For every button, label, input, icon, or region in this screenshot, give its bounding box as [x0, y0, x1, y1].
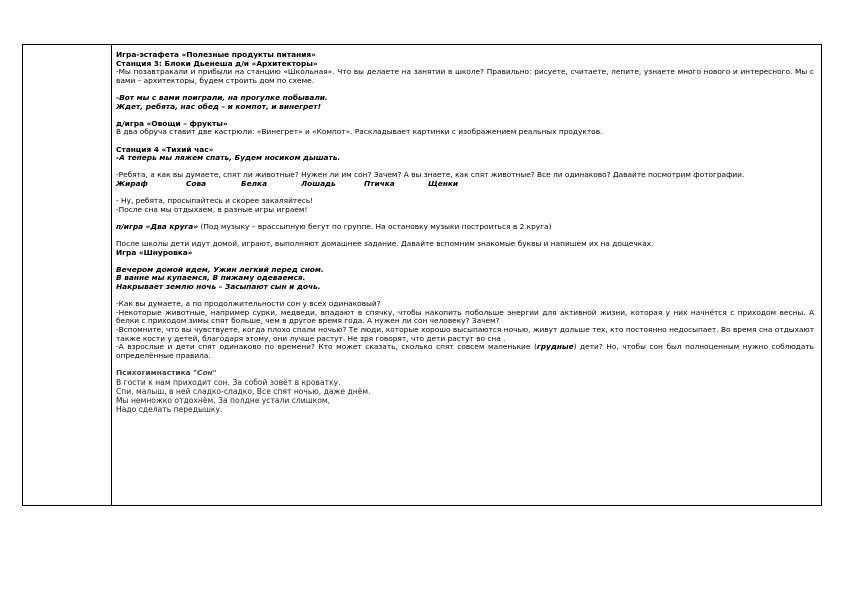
game-circles-text: (Под музыку – врассыпную бегут по группе. На остановку музыки построиться в 2 круга) [198, 221, 552, 231]
game-veg-title: д/игра «Овощи – фрукты» [116, 118, 228, 128]
question-adults-part1: -А взрослые и дети спят одинаково по времени? Кто может сказать, сколько спят совсем маленькие ( [116, 342, 537, 352]
question-feel: -Вспомните, что вы чувствуете, когда плохо спали ночью? Те люди, которые хорошо высыпаются ночью, живут дольше тех, кто постоянно недосыпает. Во время сна отдыхают также кости у детей, благодаря этому, они лучше растут. Не зря говорят, что дети растут во сна . [116, 325, 814, 343]
evening-line-3: Накрывает землю ночь – Засыпают сын и дочь. [116, 282, 321, 292]
psy-line: Спи, малыш, в ней сладко-сладко, Все спят ночью, даже днём. [116, 386, 371, 396]
lesson-table [22, 44, 822, 506]
evening-line-1: Вечером домой идем, Ужин легкий перед сном. [116, 264, 324, 274]
wake-line-2: -После сна мы отдыхаем, в разные игры играем! [116, 204, 308, 214]
game-relay-title: Игра-эстафета «Полезные продукты питания» [116, 50, 316, 59]
lesson-content [116, 51, 814, 414]
station4-text: -А теперь мы ляжем спать, Будем носиком дышать. [116, 153, 341, 163]
station3-title: Станция 3: Блоки Дьенеша д/и «Архитекторы» [116, 58, 318, 68]
evening-line-2: В ванне мы купаемся, В пижаму одеваемся. [116, 273, 306, 283]
animal-label: Белка [241, 178, 268, 188]
psycho-gymnastics-title [116, 369, 814, 378]
game-veg-text: В два обруча ставит две кастрюли: «Винегрет» и «Компот». Раскладывает картинки с изображением реальных продуктов. [116, 127, 603, 137]
question-duration: -Как вы думаете, а по продолжительности сон у всех одинаковый? [116, 299, 381, 309]
animal-label: Щенки [428, 178, 459, 188]
question-adults-part2: ) дети? Но, чтобы сон был полноценным нужно соблюдать определённые правила. [116, 342, 814, 360]
wake-line-1: - Ну, ребята, просыпайтесь и скорее закаляйтесь! [116, 196, 314, 206]
game-circles [116, 223, 814, 232]
left-column-cell [23, 45, 112, 505]
animal-label: Сова [186, 178, 207, 188]
station4-title: Станция 4 «Тихий час» [116, 144, 214, 154]
question-adults [116, 343, 814, 360]
psy-label: Психогимнастика " [116, 367, 198, 377]
poem-line-1: -Вот мы с вами поиграли, на прогулке побывали. [116, 92, 328, 102]
psy-line: В гости к нам приходит сон. За собой зовёт в кроватку. [116, 377, 341, 387]
station3-text: -Мы позавтракали и прибыли на станцию «Школьная». Что вы делаете на занятии в школе? Правильно: рисуете, считаете, лепите, узнаете много нового и интересного. Мы с вами – архитекторы, будем строить дом по схеме. [116, 67, 814, 85]
animals-row [116, 180, 814, 189]
psy-end: " [212, 367, 217, 377]
sleep-question: -Ребята, а как вы думаете, спят ли животные? Нужен ли им сон? Зачем? А вы знаете, как спят животные? Все ли одинаково? Давайте посмотрим фотографии. [116, 170, 745, 180]
animal-label: Птичка [364, 178, 395, 188]
psy-word: Сон [197, 367, 213, 377]
psy-line: Надо сделать передышку. [116, 404, 223, 414]
game-lacing-title: Игра «Шнуровка» [116, 247, 193, 257]
game-circles-label: п/игра «Два круга» [116, 221, 199, 231]
after-school-text: После школы дети идут домой, играют, выполняют домашнее задание. Давайте вспомним знакомые буквы и напишем их на дощечках. [116, 239, 654, 249]
animal-label: Лошадь [301, 178, 336, 188]
animal-label: Жираф [116, 178, 148, 188]
question-adults-emphasis: грудные [536, 342, 574, 352]
question-animals: -Некоторые животные, например сурки, медведи, впадают в спячку, чтобы накопить побольше энергии для активной жизни, которая у них начнётся с приходом весны. А белки с приходом зимы спят больше, чем в другое время года. А нужен ли сон человеку? Зачем? [116, 307, 814, 326]
poem-line-2: Ждет, ребята, нас обед – и компот, и винегрет! [116, 101, 321, 111]
psy-line: Мы немножко отдохнём. За полдне устали слишком, [116, 395, 331, 405]
